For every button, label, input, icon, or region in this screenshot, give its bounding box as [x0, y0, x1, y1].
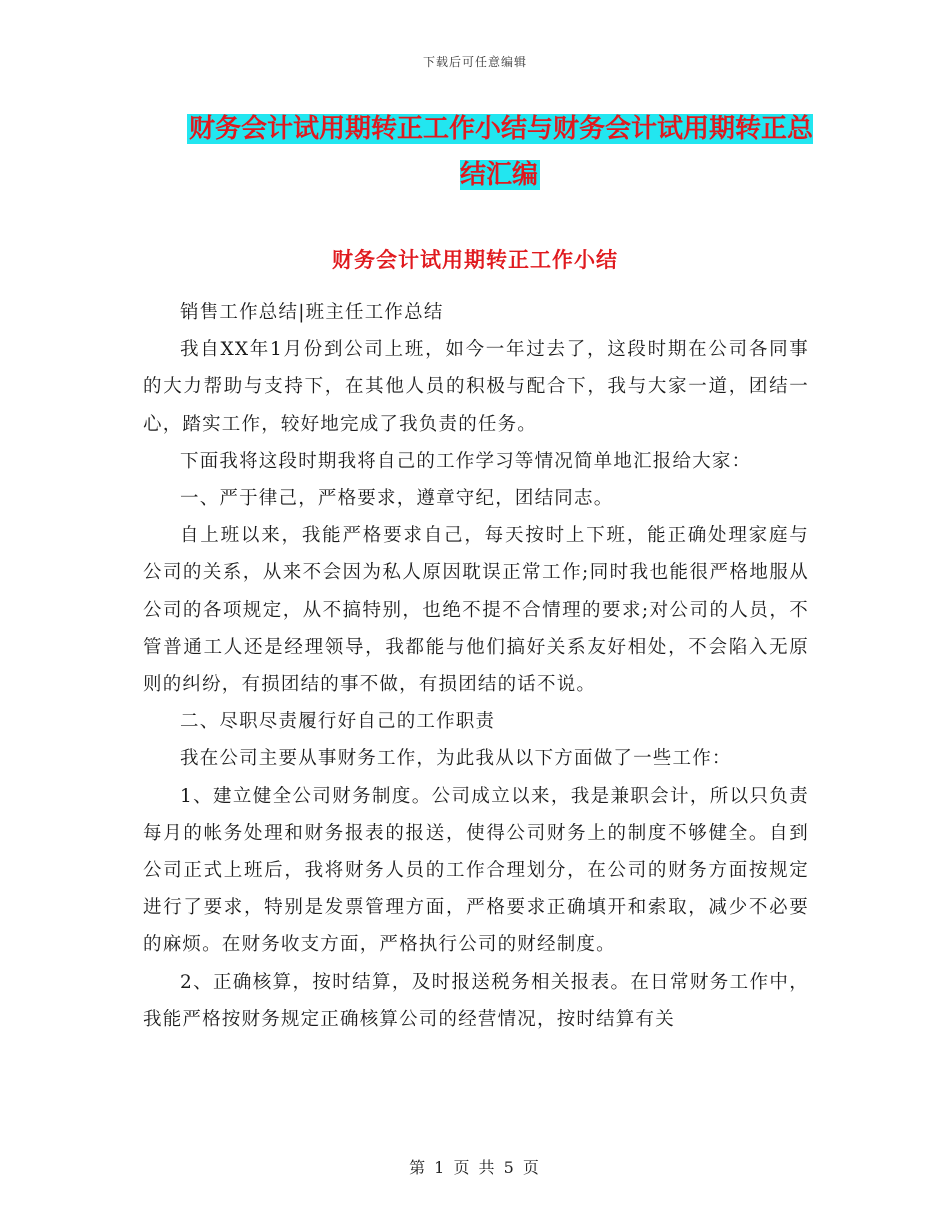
main-title — [180, 106, 820, 198]
header-note: 下载后可任意编辑 — [422, 55, 527, 69]
main-title-text: 财务会计试用期转正工作小结与财务会计试用期转正总结汇编 — [188, 114, 813, 190]
paragraph: 下面我将这段时期我将自己的工作学习等情况简单地汇报给大家： — [180, 450, 752, 472]
paragraph: 二、尽职尽责履行好自己的工作职责 — [180, 711, 496, 733]
paragraph: 我自XX年1月份到公司上班，如今一年过去了，这段时期在公司各同事的大力帮助与支持下，在其他人员的积极与配合下，我与大家一道，团结一心，踏实工作，较好地完成了我负责的任务。 — [143, 339, 809, 435]
paragraph: 销售工作总结|班主任工作总结 — [180, 302, 444, 323]
page-number: 第 1 页 共 5 页 — [409, 1158, 541, 1177]
paragraph: 我在公司主要从事财务工作，为此我从以下方面做了一些工作： — [180, 748, 732, 770]
section-title: 财务会计试用期转正工作小结 — [332, 248, 618, 272]
paragraph: 2、正确核算，按时结算，及时报送税务相关报表。在日常财务工作中，我能严格按财务规定正确核算公司的经营情况，按时结算有关 — [143, 971, 809, 1030]
paragraph: 1、建立健全公司财务制度。公司成立以来，我是兼职会计，所以只负责每月的帐务处理和财务报表的报送，使得公司财务上的制度不够健全。自到公司正式上班后，我将财务人员的工作合理划分，在公司的财务方面按规定进行了要求，特别是发票管理方面，严格要求正确填开和索取，减少不必要的麻烦。在财务收支方面，严格执行公司的财经制度。 — [143, 785, 809, 956]
paragraph: 一、严于律己，严格要求，遵章守纪，团结同志。 — [180, 488, 614, 510]
body-text — [143, 294, 809, 1038]
paragraph: 自上班以来，我能严格要求自己，每天按时上下班，能正确处理家庭与公司的关系，从来不会因为私人原因耽误正常工作;同时我也能很严格地服从公司的各项规定，从不搞特别，也绝不提不合情理的要求;对公司的人员，不管普通工人还是经理领导，我都能与他们搞好关系友好相处，不会陷入无原则的纠纷，有损团结的事不做，有损团结的话不说。 — [143, 525, 809, 696]
